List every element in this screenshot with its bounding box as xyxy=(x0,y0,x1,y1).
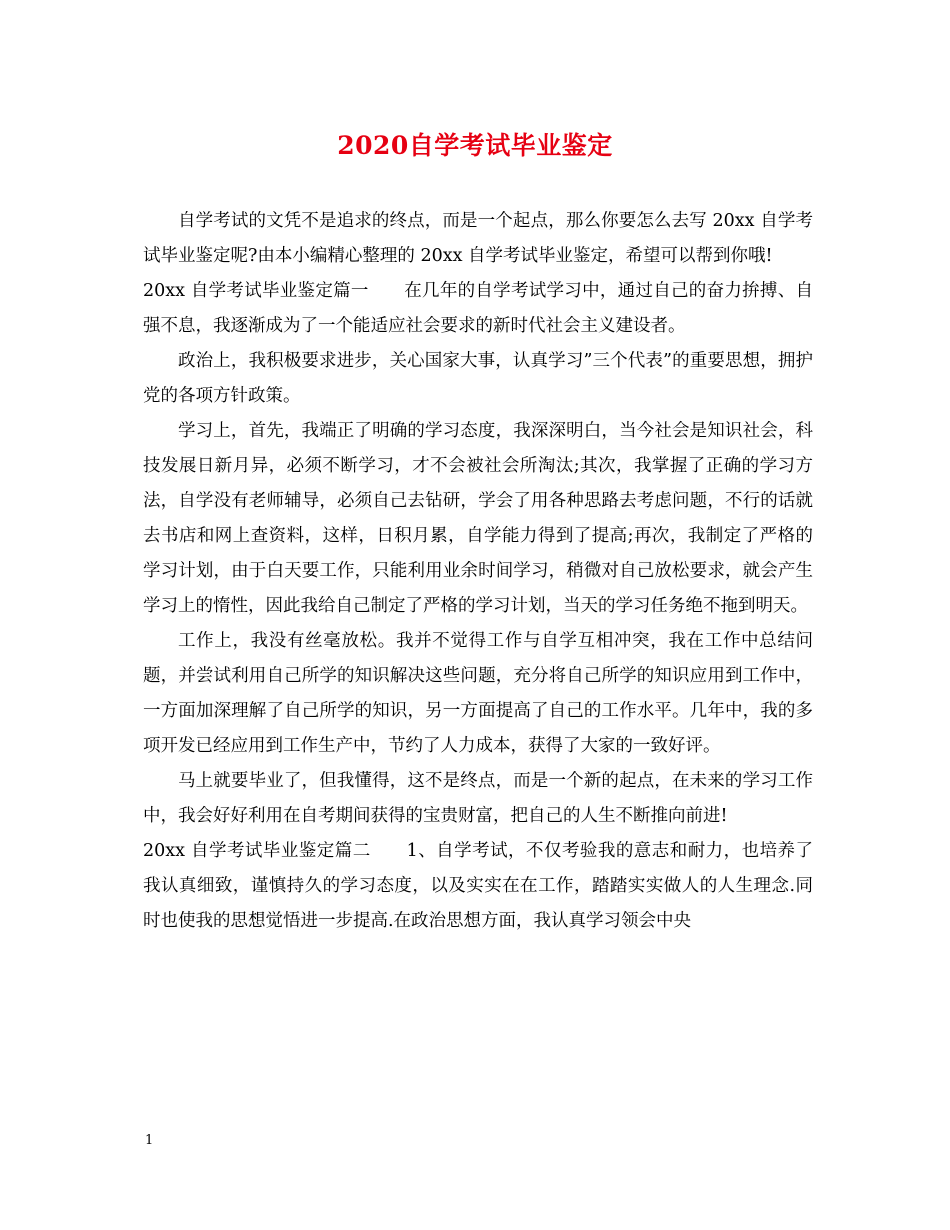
document-body xyxy=(143,204,813,939)
page-number: 1 xyxy=(145,1133,154,1148)
paragraph-graduation: 马上就要毕业了，但我懂得，这不是终点，而是一个新的起点，在未来的学习工作中，我会好好利用在自考期间获得的宝贵财富，把自己的人生不断推向前进! xyxy=(143,771,813,826)
paragraph-section-one-heading: 20xx 自学考试毕业鉴定篇一 在几年的自学考试学习中，通过自己的奋力拚搏、自强不息，我逐渐成为了一个能适应社会要求的新时代社会主义建设者。 xyxy=(143,281,813,336)
paragraph-section-two-heading: 20xx 自学考试毕业鉴定篇二 1、自学考试，不仅考验我的意志和耐力，也培养了我认真细致，谨慎持久的学习态度，以及实实在在工作，踏踏实实做人的人生理念.同时也使我的思想觉悟进一步提高.在政治思想方面，我认真学习领会中央 xyxy=(143,841,813,931)
page-title: 2020自学考试毕业鉴定 xyxy=(337,131,613,160)
paragraph-politics: 政治上，我积极要求进步，关心国家大事，认真学习”三个代表”的重要思想，拥护党的各项方针政策。 xyxy=(143,351,813,406)
paragraph-study: 学习上，首先，我端正了明确的学习态度，我深深明白，当今社会是知识社会，科技发展日新月异，必须不断学习，才不会被社会所淘汰;其次，我掌握了正确的学习方法，自学没有老师辅导，必须自己去钻研，学会了用各种思路去考虑问题，不行的话就去书店和网上查资料，这样，日积月累，自学能力得到了提高;再次，我制定了严格的学习计划，由于白天要工作，只能利用业余时间学习，稍微对自己放松要求，就会产生学习上的惰性，因此我给自己制定了严格的学习计划，当天的学习任务绝不拖到明天。 xyxy=(143,421,813,616)
paragraph-intro: 自学考试的文凭不是追求的终点，而是一个起点，那么你要怎么去写 20xx 自学考试毕业鉴定呢?由本小编精心整理的 20xx 自学考试毕业鉴定，希望可以帮到你哦! xyxy=(143,211,813,266)
paragraph-work: 工作上，我没有丝毫放松。我并不觉得工作与自学互相冲突，我在工作中总结问题，并尝试利用自己所学的知识解决这些问题，充分将自己所学的知识应用到工作中，一方面加深理解了自己所学的知识，另一方面提高了自己的工作水平。几年中，我的多项开发已经应用到工作生产中，节约了人力成本，获得了大家的一致好评。 xyxy=(143,631,813,756)
